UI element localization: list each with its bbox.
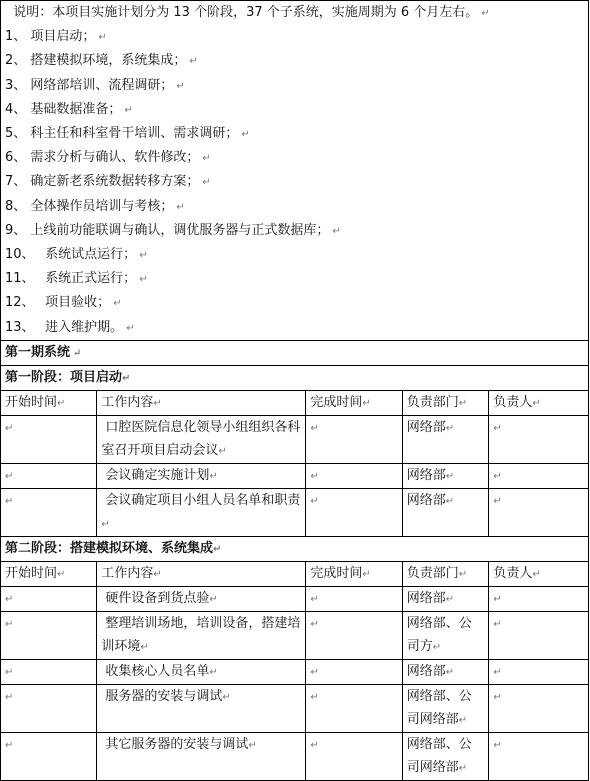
cell-content-text: 其它服务器的安装与调试 xyxy=(105,736,249,752)
intro-step-text: 2、 搭建模拟环境，系统集成； xyxy=(5,53,187,69)
column-header xyxy=(306,390,402,415)
column-header xyxy=(97,561,306,586)
column-header-text: 负责部门 xyxy=(406,394,459,410)
cell-owner xyxy=(489,732,589,780)
cell-content xyxy=(97,463,306,488)
cell-end xyxy=(306,684,402,732)
column-header xyxy=(306,561,402,586)
table-row xyxy=(1,415,589,463)
paragraph-mark-icon: ↵ xyxy=(176,80,185,92)
paragraph-mark-icon: ↵ xyxy=(189,56,198,68)
paragraph-mark-icon: ↵ xyxy=(532,568,541,580)
paragraph-mark-icon: ↵ xyxy=(241,129,250,141)
intro-cell xyxy=(1,1,589,341)
paragraph-mark-icon: ↵ xyxy=(532,397,541,409)
cell-end xyxy=(306,611,402,659)
paragraph-mark-icon: ↵ xyxy=(332,225,341,237)
cell-content xyxy=(97,488,306,536)
paragraph-mark-icon: ↵ xyxy=(248,739,257,751)
period-row xyxy=(1,340,589,365)
intro-step-text: 4、 基础数据准备； xyxy=(5,101,122,117)
cell-end xyxy=(306,732,402,780)
paragraph-mark-icon: ↵ xyxy=(209,470,218,482)
period-title xyxy=(1,340,589,365)
intro-step xyxy=(5,219,584,243)
cell-owner xyxy=(489,488,589,536)
intro-step xyxy=(5,74,584,98)
cell-dept xyxy=(402,659,489,684)
cell-owner xyxy=(489,463,589,488)
paragraph-mark-icon: ↵ xyxy=(209,666,218,678)
paragraph-mark-icon: ↵ xyxy=(5,691,14,703)
paragraph-mark-icon: ↵ xyxy=(140,641,149,653)
paragraph-mark-icon: ↵ xyxy=(493,739,502,751)
column-header-row xyxy=(1,561,589,586)
cell-content-text: 整理培训场地，培训设备，搭建培训环境 xyxy=(101,615,301,654)
cell-dept-text: 网络部 xyxy=(406,467,446,483)
cell-end xyxy=(306,488,402,536)
cell-content xyxy=(97,611,306,659)
cell-start xyxy=(1,463,97,488)
cell-dept-text: 网络部 xyxy=(406,590,446,606)
intro-step xyxy=(5,267,584,291)
cell-owner xyxy=(489,659,589,684)
paragraph-mark-icon: ↵ xyxy=(202,177,211,189)
column-header xyxy=(402,390,489,415)
paragraph-mark-icon: ↵ xyxy=(362,397,371,409)
cell-end xyxy=(306,415,402,463)
paragraph-mark-icon: ↵ xyxy=(176,201,185,213)
cell-dept-text: 网络部 xyxy=(406,492,446,508)
paragraph-mark-icon: ↵ xyxy=(139,274,148,286)
intro-step xyxy=(5,170,584,194)
paragraph-mark-icon: ↵ xyxy=(5,495,14,507)
paragraph-mark-icon: ↵ xyxy=(57,397,66,409)
column-header-text: 负责人 xyxy=(493,394,533,410)
paragraph-mark-icon: ↵ xyxy=(310,739,319,751)
paragraph-mark-icon: ↵ xyxy=(362,568,371,580)
cell-start xyxy=(1,659,97,684)
paragraph-mark-icon: ↵ xyxy=(73,347,82,359)
column-header xyxy=(1,561,97,586)
paragraph-mark-icon: ↵ xyxy=(493,666,502,678)
paragraph-mark-icon: ↵ xyxy=(124,104,133,116)
table-row xyxy=(1,586,589,611)
paragraph-mark-icon: ↵ xyxy=(445,593,455,605)
table-row xyxy=(1,659,589,684)
paragraph-mark-icon: ↵ xyxy=(153,397,162,409)
intro-step-text: 5、 科主任和科室骨干培训、需求调研； xyxy=(5,126,239,142)
column-header-text: 完成时间 xyxy=(310,565,363,581)
paragraph-mark-icon: ↵ xyxy=(57,568,66,580)
cell-content-text: 口腔医院信息化领导小组组织各科室召开项目启动会议 xyxy=(101,419,301,458)
paragraph-mark-icon: ↵ xyxy=(222,691,231,703)
paragraph-mark-icon: ↵ xyxy=(310,618,319,630)
paragraph-mark-icon: ↵ xyxy=(101,518,110,530)
table-row xyxy=(1,488,589,536)
paragraph-mark-icon: ↵ xyxy=(493,618,502,630)
paragraph-mark-icon: ↵ xyxy=(213,543,222,555)
cell-content-text: 收集核心人员名单 xyxy=(105,663,210,679)
paragraph-mark-icon: ↵ xyxy=(5,666,14,678)
stage-title-row xyxy=(1,365,589,390)
column-header xyxy=(402,561,489,586)
paragraph-mark-icon: ↵ xyxy=(445,495,455,507)
paragraph-mark-icon: ↵ xyxy=(458,568,468,580)
paragraph-mark-icon: ↵ xyxy=(218,445,227,457)
column-header-text: 开始时间 xyxy=(5,394,58,410)
intro-step xyxy=(5,291,584,315)
paragraph-mark-icon: ↵ xyxy=(432,641,442,653)
stage-title xyxy=(1,365,589,390)
cell-dept xyxy=(402,415,489,463)
paragraph-mark-icon: ↵ xyxy=(310,666,319,678)
intro-step-text: 7、 确定新老系统数据转移方案； xyxy=(5,174,200,190)
intro-step-text: 11、 系统正式运行； xyxy=(5,271,137,287)
cell-dept-text: 网络部、公司网络部 xyxy=(406,688,472,727)
intro-step xyxy=(5,195,584,219)
intro-step-text: 3、 网络部培训、流程调研； xyxy=(5,77,174,93)
cell-dept-text: 网络部、公司网络部 xyxy=(406,736,472,775)
cell-content xyxy=(97,732,306,780)
cell-content xyxy=(97,659,306,684)
table-row xyxy=(1,611,589,659)
cell-start xyxy=(1,415,97,463)
paragraph-mark-icon: ↵ xyxy=(493,422,502,434)
paragraph-mark-icon: ↵ xyxy=(481,8,490,19)
paragraph-mark-icon: ↵ xyxy=(5,739,14,751)
paragraph-mark-icon: ↵ xyxy=(98,32,107,44)
intro-step xyxy=(5,98,584,122)
intro-step xyxy=(5,25,584,49)
paragraph-mark-icon: ↵ xyxy=(139,250,148,262)
paragraph-mark-icon: ↵ xyxy=(458,714,468,726)
stage-title xyxy=(1,536,589,561)
intro-note xyxy=(5,1,584,25)
paragraph-mark-icon: ↵ xyxy=(209,593,218,605)
cell-end xyxy=(306,463,402,488)
cell-dept xyxy=(402,488,489,536)
paragraph-mark-icon: ↵ xyxy=(458,762,468,774)
cell-dept xyxy=(402,586,489,611)
cell-content xyxy=(97,415,306,463)
cell-content xyxy=(97,586,306,611)
intro-step-text: 1、 项目启动； xyxy=(5,29,96,45)
column-header-row xyxy=(1,390,589,415)
cell-start xyxy=(1,586,97,611)
paragraph-mark-icon: ↵ xyxy=(5,422,14,434)
cell-dept xyxy=(402,463,489,488)
cell-dept xyxy=(402,732,489,780)
period-title-text: 第一期系统 xyxy=(5,344,71,360)
paragraph-mark-icon: ↵ xyxy=(5,470,14,482)
column-header-text: 开始时间 xyxy=(5,565,58,581)
paragraph-mark-icon: ↵ xyxy=(5,618,14,630)
intro-row xyxy=(1,1,589,341)
cell-dept xyxy=(402,611,489,659)
paragraph-mark-icon: ↵ xyxy=(493,495,502,507)
cell-owner xyxy=(489,684,589,732)
paragraph-mark-icon: ↵ xyxy=(126,322,135,334)
table-row xyxy=(1,732,589,780)
paragraph-mark-icon: ↵ xyxy=(310,422,319,434)
column-header xyxy=(1,390,97,415)
paragraph-mark-icon: ↵ xyxy=(458,397,468,409)
stage-title-text: 第一阶段：项目启动 xyxy=(5,369,123,385)
intro-step xyxy=(5,146,584,170)
intro-step-text: 6、 需求分析与确认、软件修改； xyxy=(5,150,200,166)
cell-owner xyxy=(489,586,589,611)
paragraph-mark-icon: ↵ xyxy=(493,593,502,605)
cell-dept xyxy=(402,684,489,732)
cell-end xyxy=(306,659,402,684)
paragraph-mark-icon: ↵ xyxy=(445,666,455,678)
table-row xyxy=(1,463,589,488)
stage-title-text: 第二阶段：搭建模拟环境、系统集成 xyxy=(5,540,214,556)
cell-owner xyxy=(489,611,589,659)
cell-dept-text: 网络部 xyxy=(406,419,446,435)
paragraph-mark-icon: ↵ xyxy=(113,298,122,310)
paragraph-mark-icon: ↵ xyxy=(310,691,319,703)
paragraph-mark-icon: ↵ xyxy=(5,593,14,605)
intro-step xyxy=(5,316,584,340)
paragraph-mark-icon: ↵ xyxy=(445,422,455,434)
paragraph-mark-icon: ↵ xyxy=(310,495,319,507)
column-header xyxy=(489,561,589,586)
cell-dept-text: 网络部、公司方 xyxy=(406,615,472,654)
column-header xyxy=(489,390,589,415)
column-header-text: 负责人 xyxy=(493,565,533,581)
cell-content xyxy=(97,684,306,732)
intro-step xyxy=(5,49,584,73)
column-header-text: 工作内容 xyxy=(101,394,154,410)
intro-step-text: 9、 上线前功能联调与确认，调优服务器与正式数据库； xyxy=(5,222,330,238)
cell-owner xyxy=(489,415,589,463)
table-row xyxy=(1,684,589,732)
cell-content-text: 会议确定项目小组人员名单和职责 xyxy=(105,492,301,508)
paragraph-mark-icon: ↵ xyxy=(310,593,319,605)
cell-content-text: 服务器的安装与调试 xyxy=(105,688,223,704)
paragraph-mark-icon: ↵ xyxy=(310,470,319,482)
paragraph-mark-icon: ↵ xyxy=(493,470,502,482)
paragraph-mark-icon: ↵ xyxy=(445,470,455,482)
intro-step-text: 10、 系统试点运行； xyxy=(5,247,137,263)
intro-step-text: 13、 进入维护期。 xyxy=(5,319,124,335)
intro-step xyxy=(5,243,584,267)
paragraph-mark-icon: ↵ xyxy=(202,153,211,165)
column-header-text: 工作内容 xyxy=(101,565,154,581)
cell-start xyxy=(1,611,97,659)
paragraph-mark-icon: ↵ xyxy=(493,691,502,703)
cell-start xyxy=(1,488,97,536)
column-header-text: 负责部门 xyxy=(406,565,459,581)
column-header xyxy=(97,390,306,415)
cell-content-text: 硬件设备到货点验 xyxy=(105,590,210,606)
intro-step-text: 8、 全体操作员培训与考核； xyxy=(5,198,174,214)
cell-start xyxy=(1,684,97,732)
paragraph-mark-icon: ↵ xyxy=(153,568,162,580)
stage-title-row xyxy=(1,536,589,561)
cell-content-text: 会议确定实施计划 xyxy=(105,467,210,483)
column-header-text: 完成时间 xyxy=(310,394,363,410)
intro-note-text: 说明：本项目实施计划分为 13 个阶段，37 个子系统，实施周期为 6 个月左右。 xyxy=(13,5,479,20)
intro-step-text: 12、 项目验收； xyxy=(5,295,111,311)
intro-step xyxy=(5,122,584,146)
cell-start xyxy=(1,732,97,780)
cell-dept-text: 网络部 xyxy=(406,663,446,679)
cell-end xyxy=(306,586,402,611)
paragraph-mark-icon: ↵ xyxy=(122,372,131,384)
